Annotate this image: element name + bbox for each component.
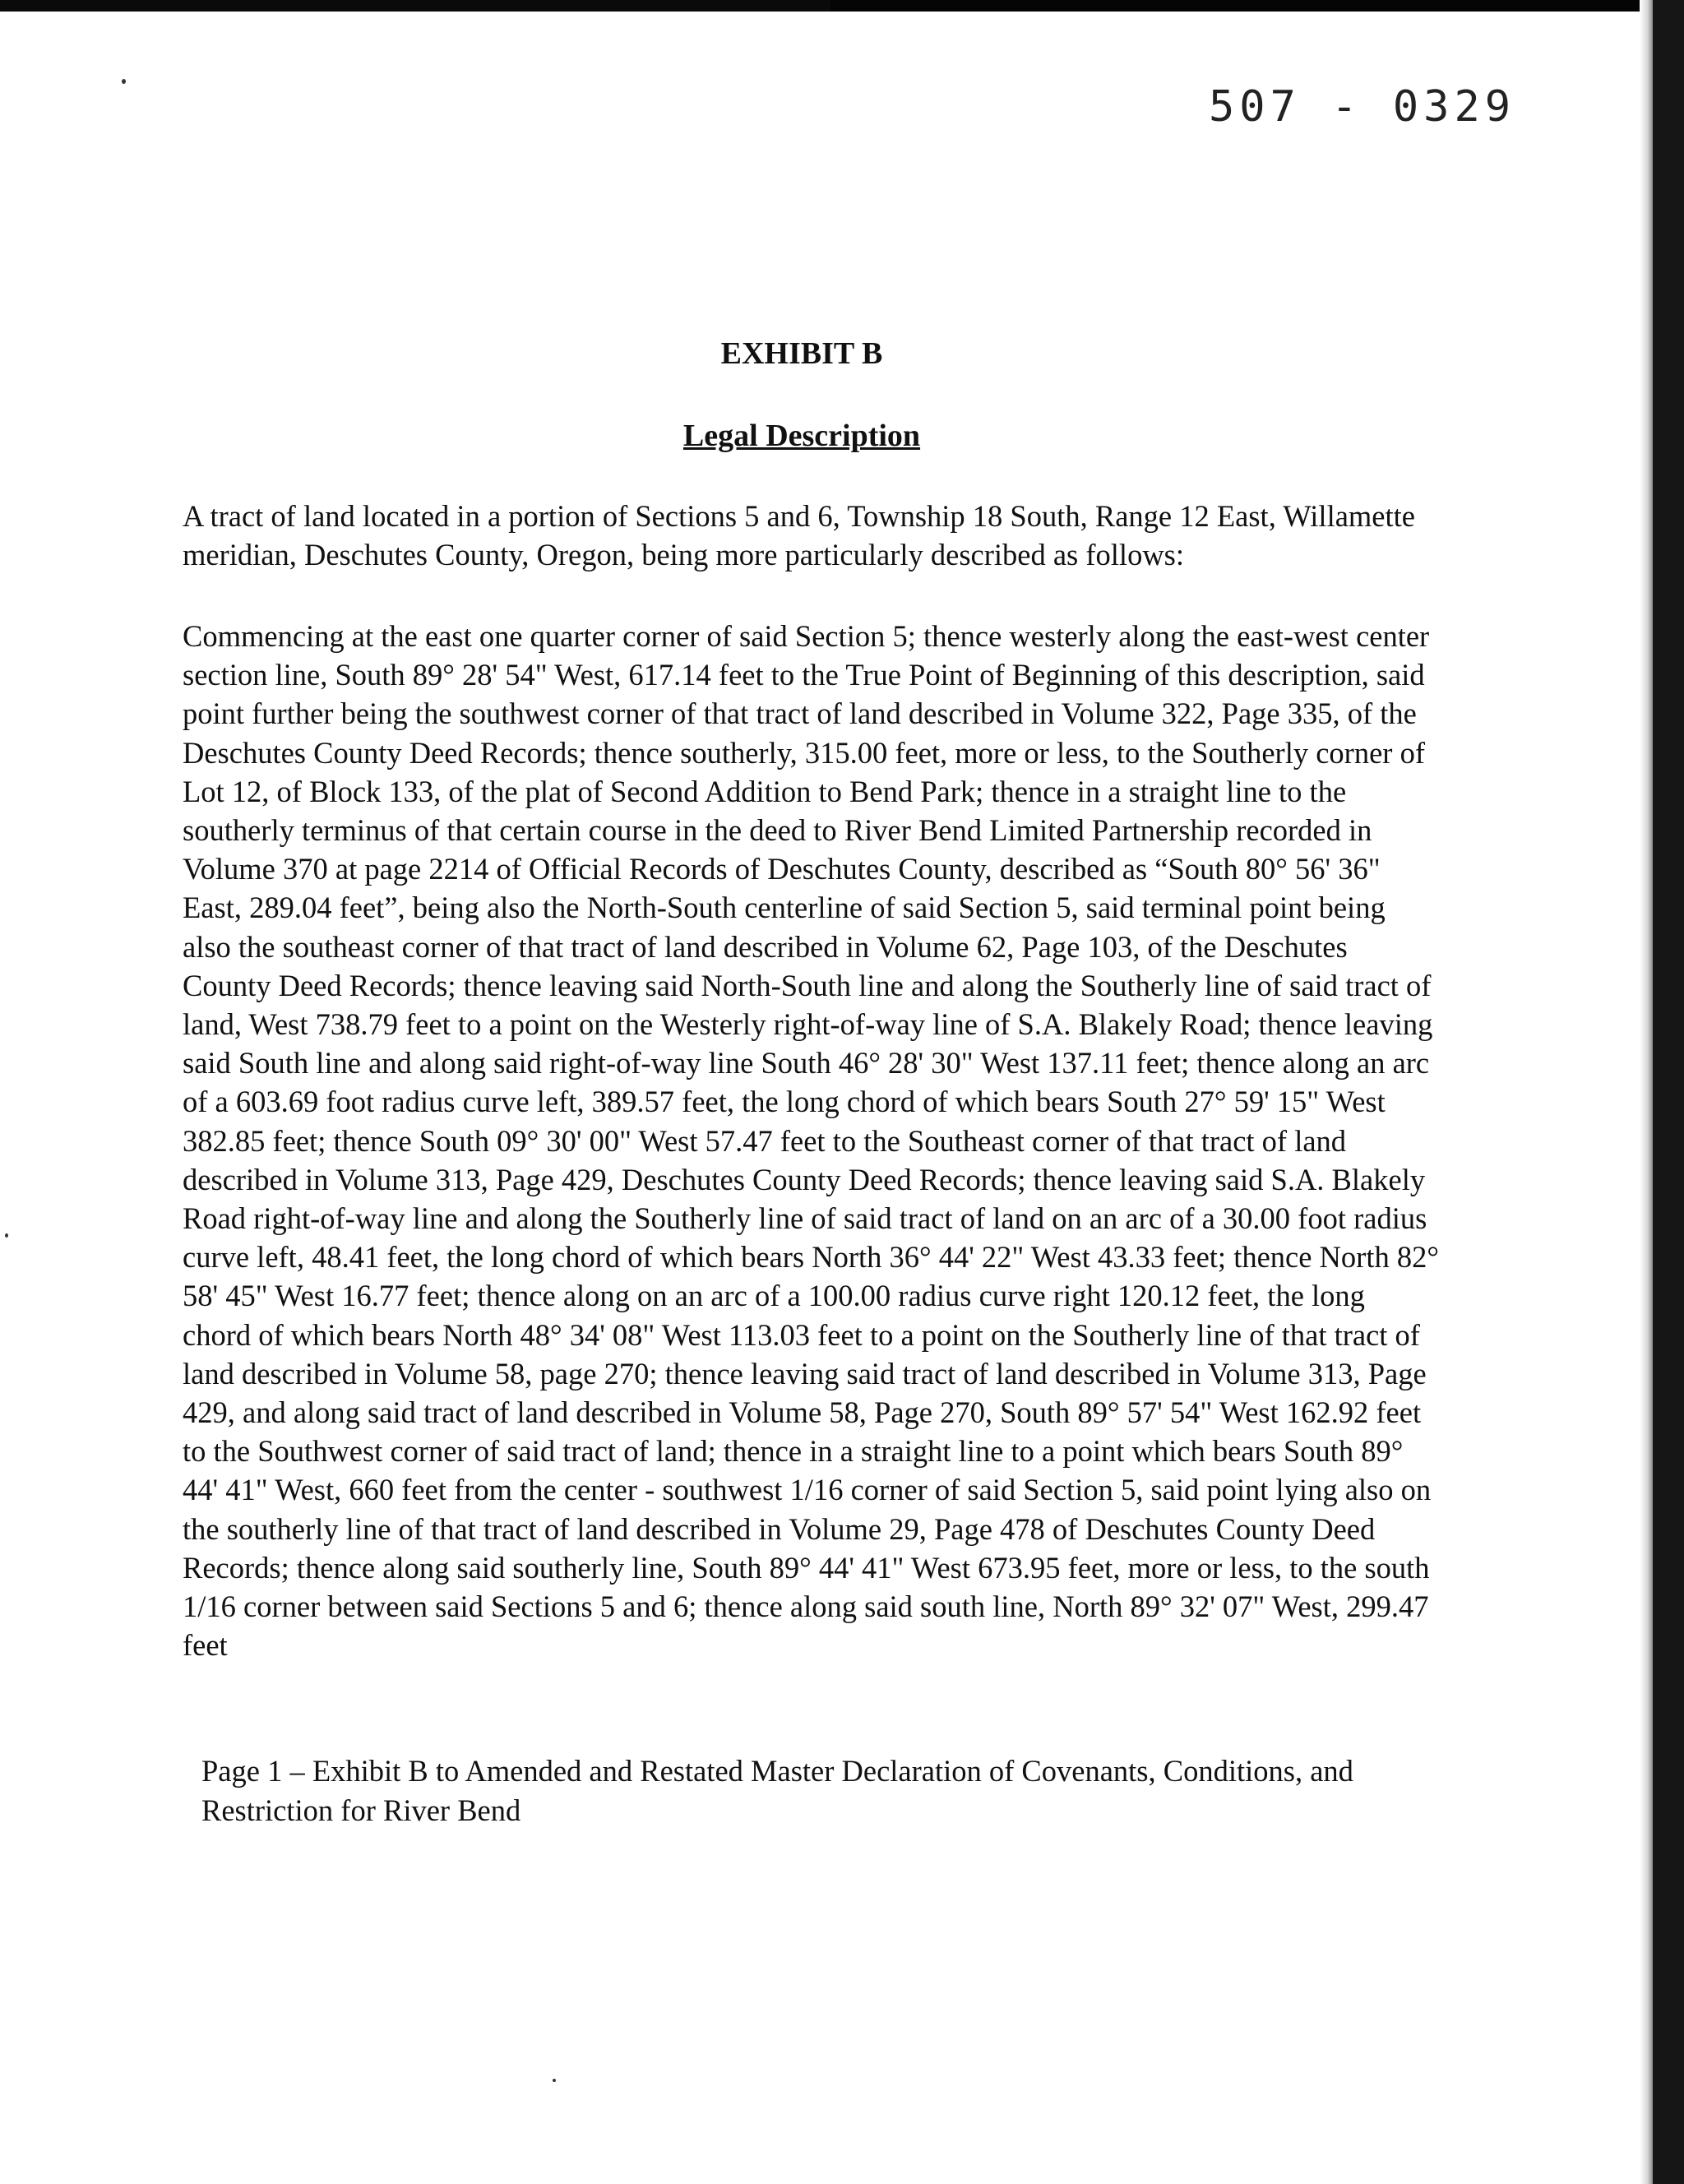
scan-speck — [5, 1233, 8, 1238]
legal-description-paragraph: Commencing at the east one quarter corner of said Section 5; thence westerly along the east-west center section line, South 89° 28' 54" West, 617.14 feet to the True Point of Beginning of this description, said point further being the southwest corner of that tract of land described in Volume 322, Page 335, of the Deschutes County Deed Records; thence southerly, 315.00 feet, more or less, to the Southerly corner of Lot 12, of Block 133, of the plat of Second Addition to Bend Park; thence in a straight line to the southerly terminus of that certain course in the deed to River Bend Limited Partnership recorded in Volume 370 at page 2214 of Official Records of Deschutes County, described as “South 80° 56' 36" East, 289.04 feet”, being also the North-South centerline of said Section 5, said terminal point being also the southeast corner of that tract of land described in Volume 62, Page 103, of the Deschutes County Deed Records; thence leaving said North-South line and along the Southerly line of said tract of land, West 738.79 feet to a point on the Westerly right-of-way line of S.A. Blakely Road; thence leaving said South line and along said right-of-way line South 46° 28' 30" West 137.11 feet; thence along an arc of a 603.69 foot radius curve left, 389.57 feet, the long chord of which bears South 27° 59' 15" West 382.85 feet; thence South 09° 30' 00" West 57.47 feet to the Southeast corner of that tract of land described in Volume 313, Page 429, Deschutes County Deed Records; thence leaving said S.A. Blakely Road right-of-way line and along the Southerly line of said tract of land on an arc of a 30.00 foot radius curve left, 48.41 feet, the long chord of which bears North 36° 44' 22" West 43.33 feet; thence North 82° 58' 45" West 16.77 feet; thence along on an arc of a 100.00 radius curve right 120.12 feet, the long chord of which bears North 48° 34' 08" West 113.03 feet to a point on the Southerly line of that tract of land described in Volume 58, page 270; thence leaving said tract of land described in Volume 313, Page 429, and along said tract of land described in Volume 58, Page 270, South 89° 57' 54" West 162.92 feet to the Southwest corner of said tract of land; thence in a straight line to a point which bears South 89° 44' 41" West, 660 feet from the center - southwest 1/16 corner of said Section 5, said point lying also on the southerly line of that tract of land described in Volume 29, Page 478 of Deschutes County Deed Records; thence along said southerly line, South 89° 44' 41" West 673.95 feet, more or less, to the south 1/16 corner between said Sections 5 and 6; thence along said south line, North 89° 32' 07" West, 299.47 feet — [183, 619, 1439, 1663]
intro-paragraph: A tract of land located in a portion of Sections 5 and 6, Township 18 South, Range 12 East, Willamette meridian, Deschutes County, Oregon, being more particularly described as follows: — [183, 499, 1415, 572]
scan-speck — [122, 79, 126, 84]
scan-speck — [553, 2079, 556, 2082]
page-subtitle: Legal Description — [682, 419, 921, 453]
page-title: EXHIBIT B — [720, 336, 883, 371]
scan-border-top — [0, 0, 1684, 12]
page-footer: Page 1 – Exhibit B to Amended and Restated Master Declaration of Covenants, Conditions, and Restriction for River Bend — [201, 1754, 1353, 1827]
scan-border-right — [1653, 0, 1684, 2184]
scan-border-right-shadow — [1640, 0, 1653, 2184]
document-stamp-number: 507 - 0329 — [1209, 82, 1516, 132]
